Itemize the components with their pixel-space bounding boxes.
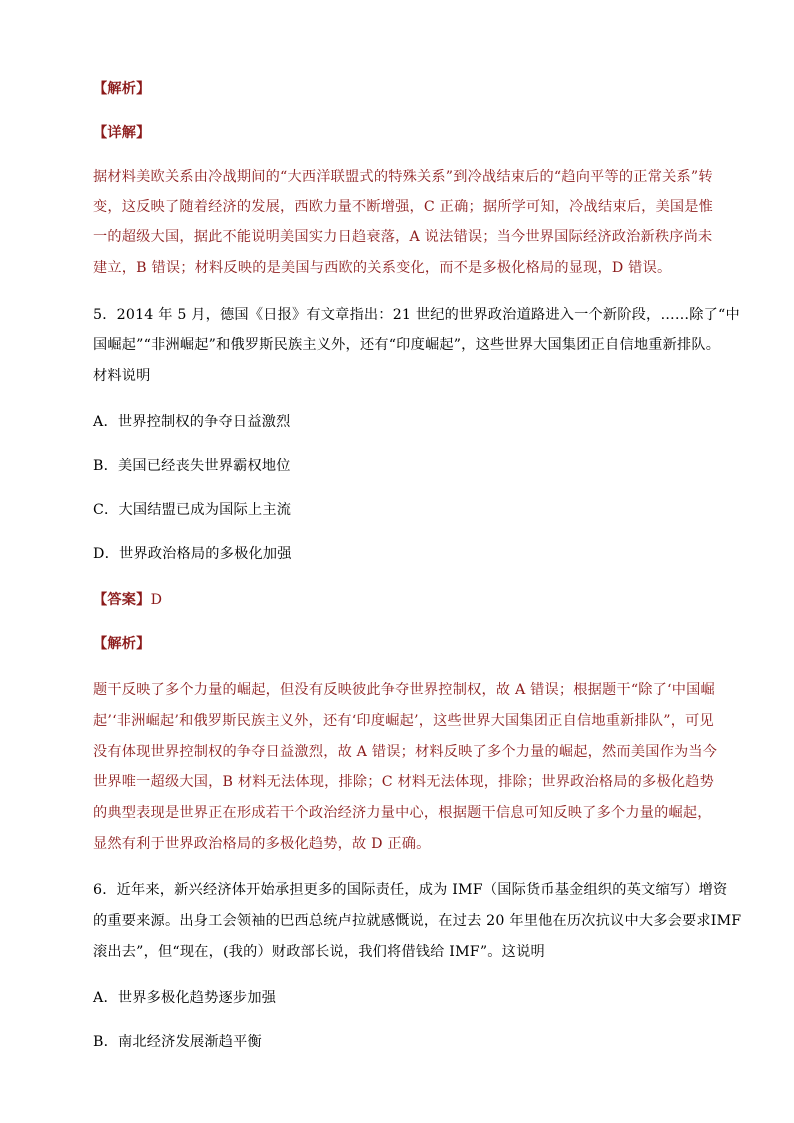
question-5-analysis-line: 显然有利于世界政治格局的多极化趋势，故 D 正确。 — [93, 836, 431, 852]
question-5-analysis-line: 的典型表现是世界正在形成若干个政治经济力量中心，根据题干信息可知反映了多个力量的崛起， — [93, 805, 712, 821]
question-6-stem-line: 6．近年来，新兴经济体开始承担更多的国际责任，成为 IMF（国际货币基金组织的英文缩写）增资 — [93, 882, 728, 898]
answer-value: D — [150, 592, 163, 608]
question-5-stem-line: 材料说明 — [93, 368, 151, 384]
question-5-option-a: A．世界控制权的争夺日益激烈 — [93, 414, 291, 430]
question-5-analysis-line: 世界唯一超级大国，B 材料无法体现，排除；C 材料无法体现，排除；世界政治格局的多极化趋势 — [93, 774, 714, 790]
question-6-stem-line: 滚出去”，但“现在，(我的）财政部长说，我们将借钱给 IMF”。这说明 — [93, 944, 545, 960]
detail-line: 一的超级大国，据此不能说明美国实力日趋衰落，A 说法错误；当今世界国际经济政治新秩序尚未 — [93, 229, 713, 245]
question-5-stem-line: 5．2014 年 5 月，德国《日报》有文章指出：21 世纪的世界政治道路进入一个新阶段，……除了“中 — [93, 307, 740, 323]
question-5-analysis-line: 没有体现世界控制权的争夺日益激烈，故 A 错误；材料反映了多个力量的崛起，然而美国作为当今 — [93, 744, 718, 760]
question-6-option-b: B．南北经济发展渐趋平衡 — [93, 1034, 262, 1050]
question-5-analysis-line: 起’‘非洲崛起’和俄罗斯民族主义外，还有‘印度崛起’，这些世界大国集团正自信地重新排队”，可见 — [93, 713, 714, 729]
question-6-option-a: A．世界多极化趋势逐步加强 — [93, 990, 277, 1006]
answer-row — [93, 590, 162, 610]
detail-line: 变，这反映了随着经济的发展，西欧力量不断增强，C 正确；据所学可知，冷战结束后，美国是惟 — [93, 199, 714, 215]
question-5-stem-line: 国崛起”“非洲崛起”和俄罗斯民族主义外，还有“印度崛起”，这些世界大国集团正自信地重新排队。 — [93, 337, 721, 353]
question-6-stem-line: 的重要来源。出身工会领袖的巴西总统卢拉就感慨说，在过去 20 年里他在历次抗议中大多会要求IMF — [93, 913, 742, 929]
detail-heading: 【详解】 — [93, 125, 151, 141]
question-5-analysis-line: 题干反映了多个力量的崛起，但没有反映彼此争夺世界控制权，故 A 错误；根据题干“除了‘中国崛 — [93, 682, 715, 698]
question-5-option-d: D．世界政治格局的多极化加强 — [93, 546, 292, 562]
question-5-analysis-heading: 【解析】 — [93, 636, 151, 652]
detail-line: 建立，B 错误；材料反映的是美国与西欧的关系变化，而不是多极化格局的显现，D 错误。 — [93, 260, 672, 276]
analysis-heading: 【解析】 — [93, 81, 151, 97]
detail-line: 据材料美欧关系由冷战期间的“大西洋联盟式的特殊关系”到冷战结束后的“趋向平等的正常关系”转 — [93, 169, 713, 185]
question-5-option-c: C．大国结盟已成为国际上主流 — [93, 502, 292, 518]
answer-label: 【答案】 — [93, 592, 151, 608]
question-5-option-b: B．美国已经丧失世界霸权地位 — [93, 458, 291, 474]
